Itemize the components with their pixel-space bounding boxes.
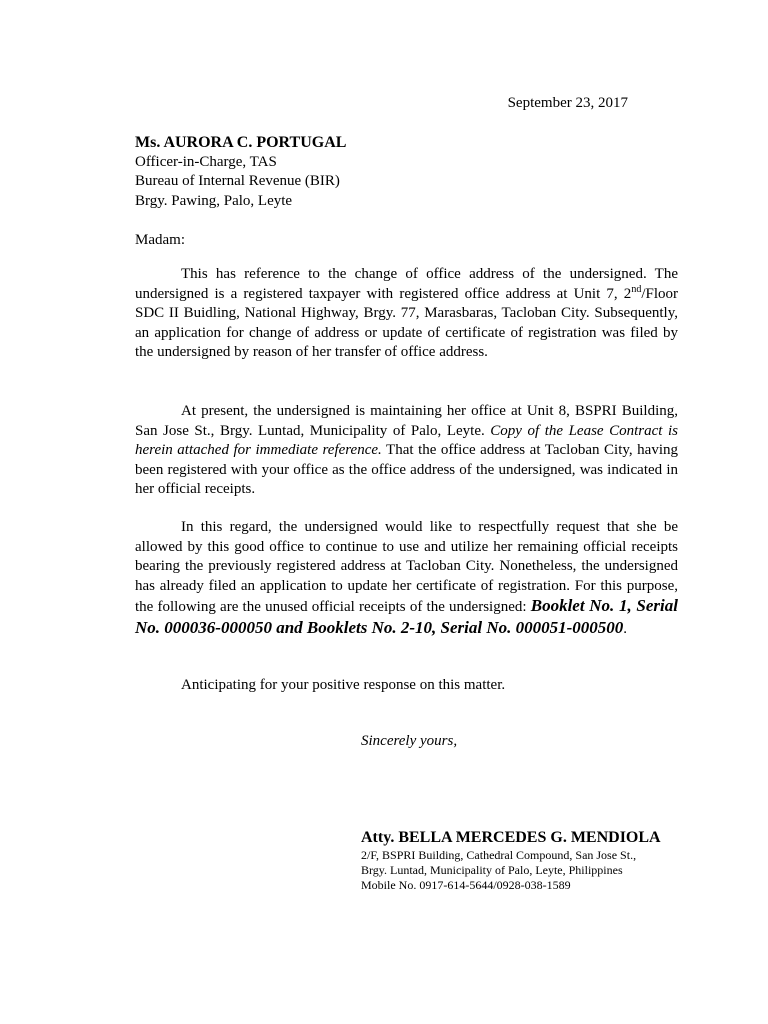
paragraph-3 <box>135 518 678 639</box>
signatory-address-line-2: Brgy. Luntad, Municipality of Palo, Leyte, Philippines <box>361 863 623 877</box>
paragraph-2-italic-note: Copy of the Lease Contract is herein attached for immediate reference. <box>135 422 678 458</box>
recipient-name: Ms. AURORA C. PORTUGAL <box>135 134 347 151</box>
paragraph-4: Anticipating for your positive response on this matter. <box>181 677 506 693</box>
recipient-office: Bureau of Internal Revenue (BIR) <box>135 173 340 189</box>
paragraph-2-text-a: At present, the undersigned is maintaining her office at Unit 8, BSPRI Building, San Jose St., Brgy. Luntad, Municipality of Palo, Leyte. <box>135 403 678 439</box>
ordinal-suffix: nd <box>631 283 642 295</box>
paragraph-1-text-a: This has reference to the change of office address of the undersigned. The undersigned is a registered taxpayer with registered office address at Unit 7, 2 <box>135 266 678 302</box>
recipient-title: Officer-in-Charge, TAS <box>135 153 277 170</box>
letter-date: September 23, 2017 <box>507 95 628 111</box>
signatory-block <box>361 827 661 893</box>
signatory-address-line-1: 2/F, BSPRI Building, Cathedral Compound, San Jose St., <box>361 848 637 862</box>
paragraph-3-text-a: In this regard, the undersigned would like to respectfully request that she be allowed by this good office to continue to use and utilize her remaining official receipts bearing the previously registered address at Tacloban City. Nonetheless, the undersigned has already filed an application to update her certificate of registration. For this purpose, the following are the unused official receipts of the undersigned: <box>135 519 678 615</box>
signatory-mobile: Mobile No. 0917-614-5644/0928-038-1589 <box>361 878 571 892</box>
paragraph-2-text-b: That the office address at Tacloban City, having been registered with your office as the office address of the undersigned, was indicated in her official receipts. <box>135 442 679 497</box>
paragraph-1 <box>135 265 678 363</box>
paragraph-3-text-b: . <box>623 620 628 637</box>
recipient-address: Brgy. Pawing, Palo, Leyte <box>135 192 293 209</box>
receipt-serials: Booklet No. 1, Serial No. 000036-000050 and Booklets No. 2-10, Serial No. 000051-000500 <box>135 596 678 637</box>
recipient-block <box>135 133 346 211</box>
paragraph-2 <box>135 402 678 500</box>
closing: Sincerely yours, <box>361 733 458 749</box>
salutation: Madam: <box>135 232 185 248</box>
paragraph-1-text-b: /Floor SDC II Buidling, National Highway, Brgy. 77, Marasbaras, Tacloban City. Subsequently, an application for change of address or update of certificate of registration was filed by the undersigned by reason of her transfer of office address. <box>135 285 678 360</box>
signatory-name: Atty. BELLA MERCEDES G. MENDIOLA <box>361 829 661 846</box>
